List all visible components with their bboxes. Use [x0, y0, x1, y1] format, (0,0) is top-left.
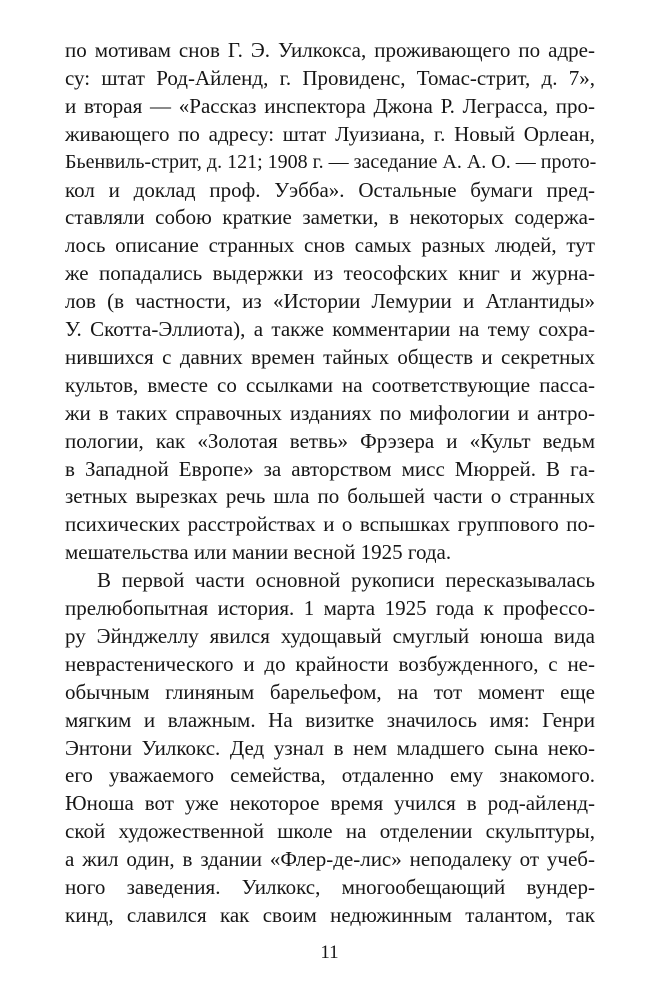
- text-line-8: лось описание странных снов самых разных людей, тут: [65, 233, 595, 258]
- text-line-16: в Западной Европе» за авторством мисс Мюррей. В га-: [65, 456, 595, 481]
- page-number: 11: [320, 942, 339, 963]
- text-line-25: мягким и влажным. На визитке значилось имя: Генри: [65, 707, 595, 732]
- text-line-28: Юноша вот уже некоторое время учился в род-айленд-: [65, 791, 595, 816]
- text-line-5: Бьенвиль-стрит, д. 121; 1908 г. — заседание А. А. О. — прото-: [65, 150, 597, 173]
- text-line-2: су: штат Род-Айленд, г. Провиденс, Томас-стрит, д. 7»,: [65, 65, 595, 90]
- text-line-15: пологии, как «Золотая ветвь» Фрэзера и «Культ ведьм: [65, 428, 595, 453]
- text-line-12: нившихся с давних времен тайных обществ и секретных: [65, 344, 595, 369]
- text-line-30: а жил один, в здании «Флер-де-лис» неподалеку от учеб-: [65, 847, 595, 872]
- text-line-10: лов (в частности, из «Истории Лемурии и Атлантиды»: [65, 289, 595, 314]
- text-line-14: жи в таких справочных изданиях по мифологии и антро-: [65, 400, 595, 425]
- text-line-7: ставляли собою краткие заметки, в некоторых содержа-: [65, 205, 595, 230]
- text-line-9: же попадались выдержки из теософских книг и журна-: [65, 261, 595, 286]
- text-line-23: неврастенического и до крайности возбужденного, с не-: [65, 651, 595, 676]
- text-line-24: обычным глиняным барельефом, на тот момент еще: [65, 679, 595, 704]
- text-line-27: его уважаемого семейства, отдаленно ему знакомого.: [65, 763, 595, 788]
- text-line-32: кинд, славился как своим недюжинным талантом, так: [65, 903, 595, 927]
- text-line-21: прелюбопытная история. 1 марта 1925 года к профессо-: [65, 596, 595, 621]
- text-line-1: по мотивам снов Г. Э. Уилкокса, проживающего по адре-: [65, 38, 595, 62]
- text-line-22: ру Эйнджеллу явился худощавый смуглый юноша вида: [65, 623, 595, 648]
- text-line-3: и вторая — «Рассказ инспектора Джона Р. Леграсса, про-: [65, 93, 595, 118]
- text-line-20: В первой части основной рукописи пересказывалась: [97, 568, 595, 593]
- text-line-31: ного заведения. Уилкокс, многообещающий вундер-: [65, 875, 595, 900]
- text-line-6: кол и доклад проф. Уэбба». Остальные бумаги пред-: [65, 177, 595, 202]
- text-line-4: живающего по адресу: штат Луизиана, г. Новый Орлеан,: [65, 121, 595, 146]
- text-line-13: культов, вместе со ссылками на соответствующие пасса-: [65, 372, 595, 397]
- text-line-19: мешательства или мании весной 1925 года.: [65, 540, 452, 565]
- text-line-11: У. Скотта-Эллиота), а также комментарии на тему сохра-: [65, 317, 595, 342]
- text-line-18: психических расстройствах и о вспышках группового по-: [65, 512, 595, 537]
- text-line-29: ской художественной школе на отделении скульптуры,: [65, 819, 595, 844]
- text-line-17: зетных вырезках речь шла по большей части о странных: [65, 484, 595, 509]
- text-line-26: Энтони Уилкокс. Дед узнал в нем младшего сына неко-: [65, 735, 595, 760]
